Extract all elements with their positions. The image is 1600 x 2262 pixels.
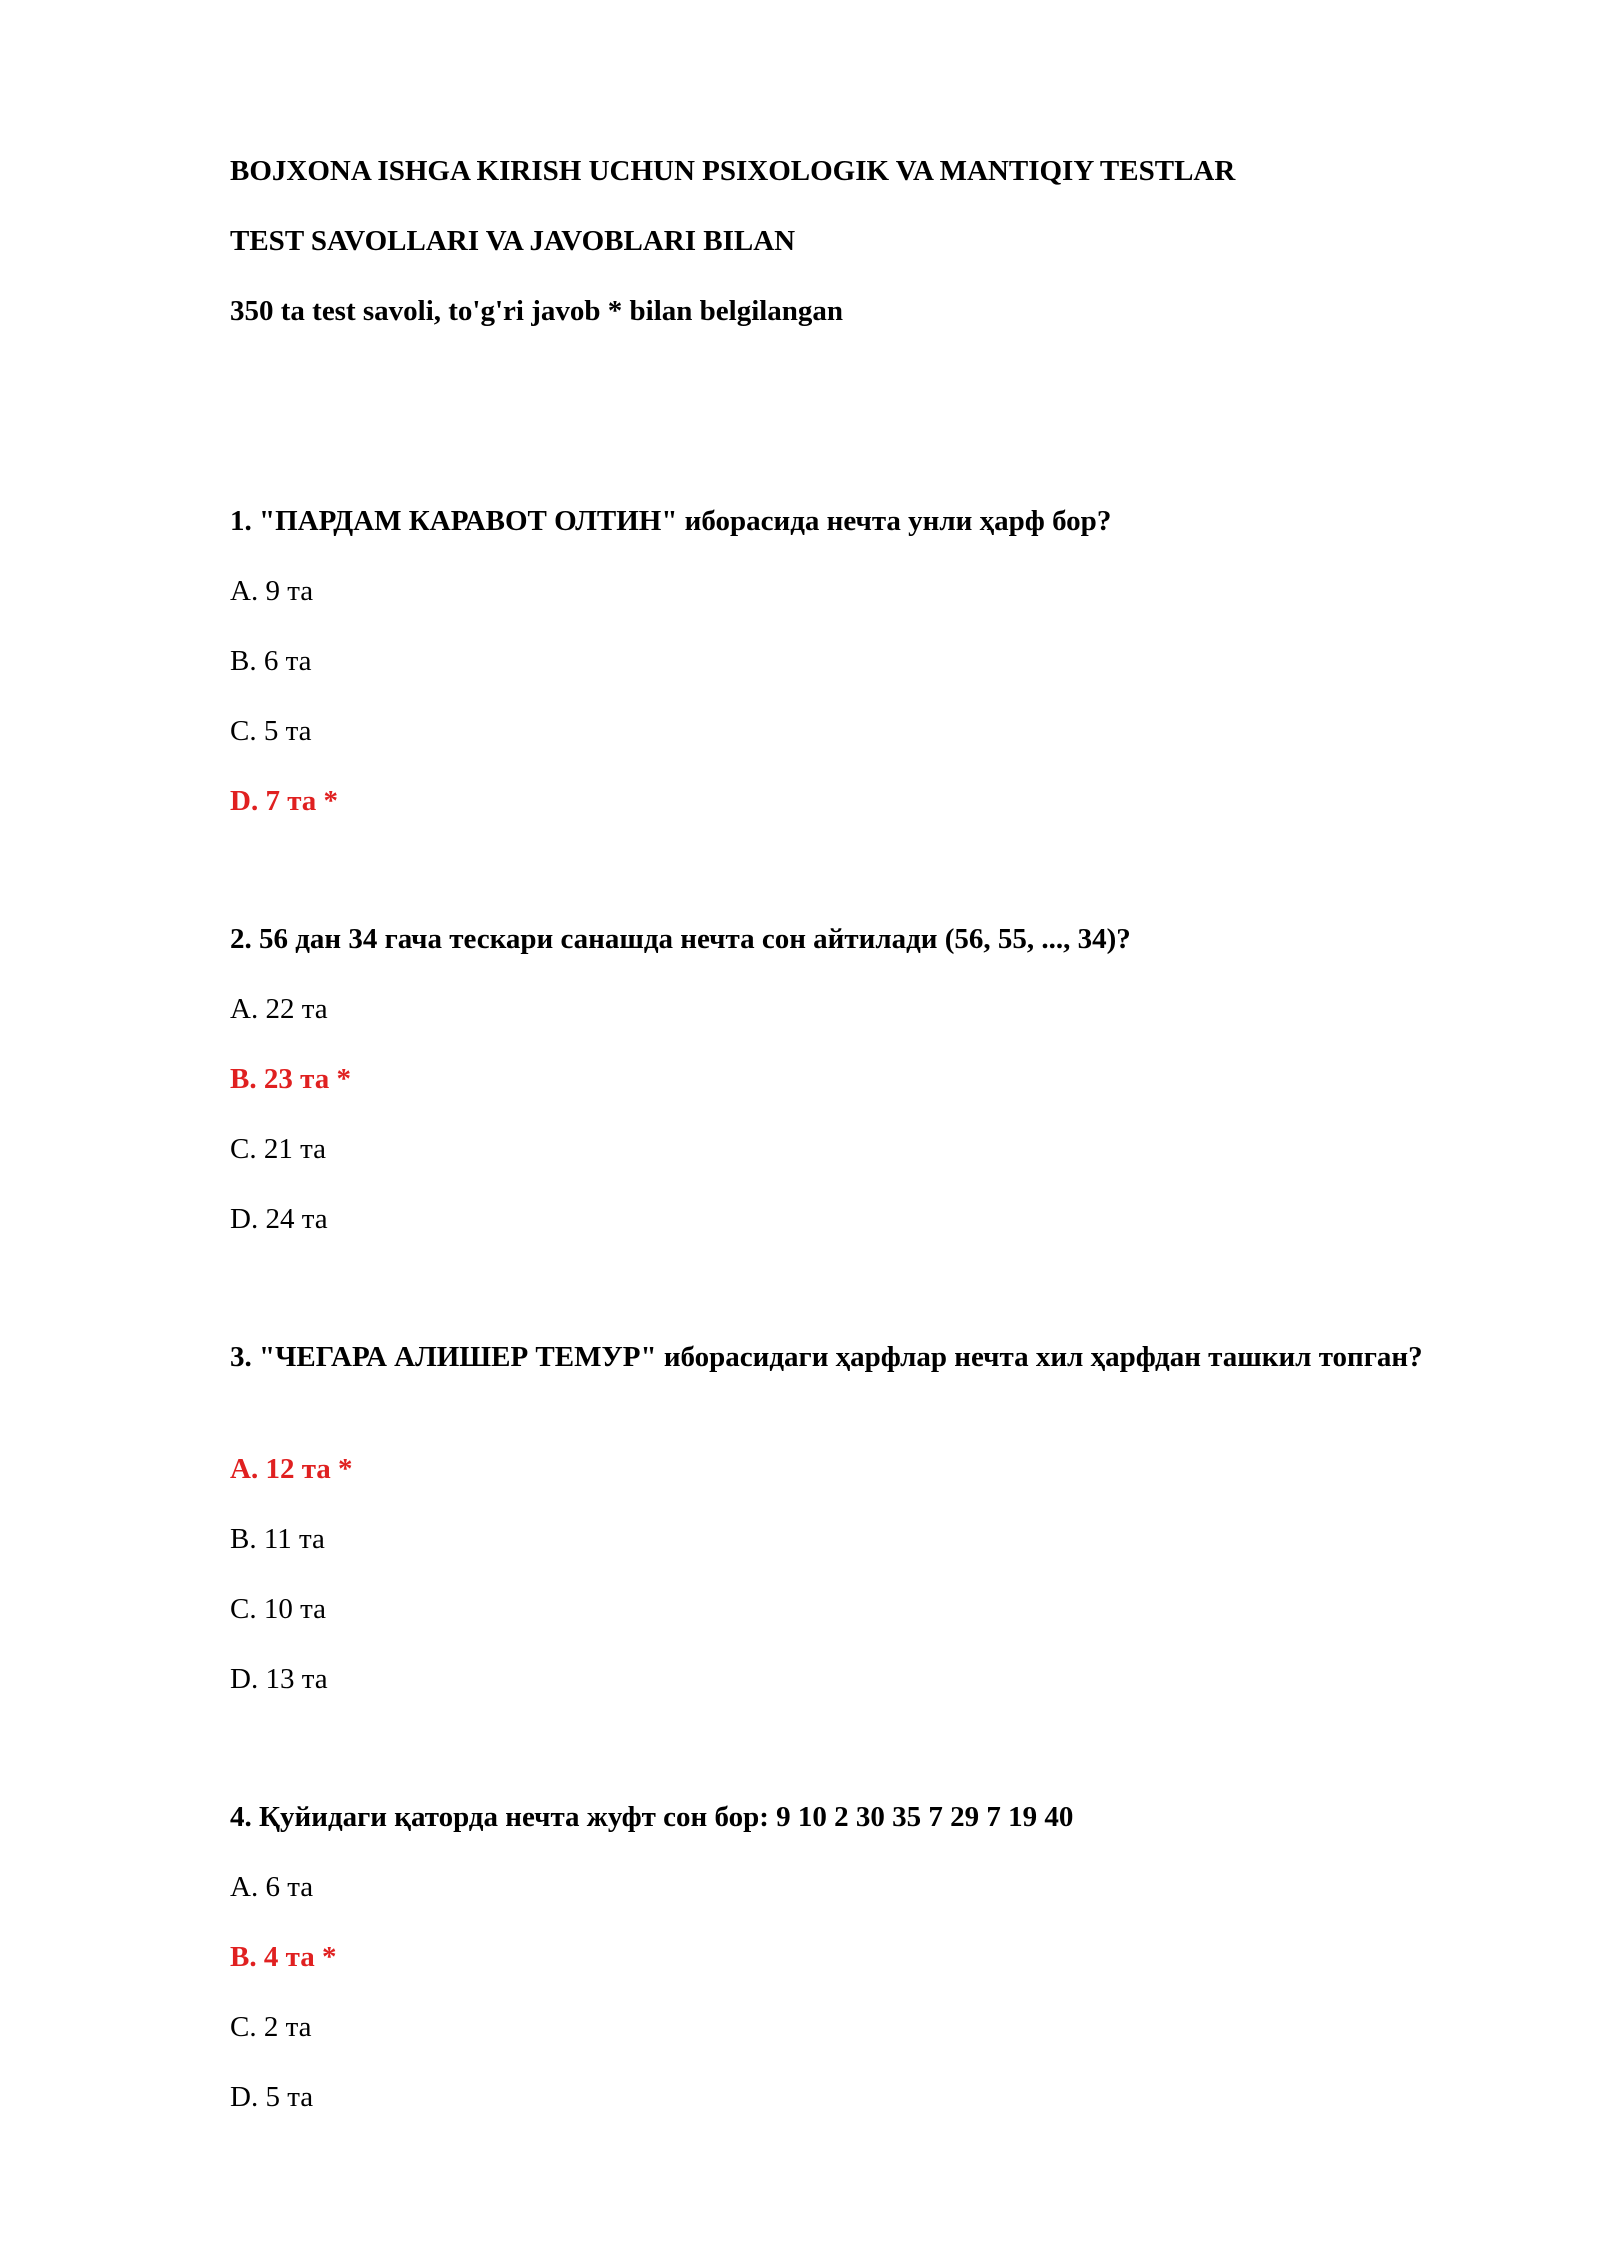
question-4-option-d: D. 5 та xyxy=(230,2081,314,2113)
question-4-text: 4. Қуйидаги қаторда нечта жуфт сон бор: 9 10 2 30 35 7 29 7 19 40 xyxy=(230,1801,1074,1833)
question-2-option-c: C. 21 та xyxy=(230,1133,326,1165)
question-1-option-d-correct: D. 7 та * xyxy=(230,785,339,817)
question-2-option-b-correct: B. 23 та * xyxy=(230,1063,351,1095)
question-3-option-d: D. 13 та xyxy=(230,1663,328,1695)
document-title-line-1: BOJXONA ISHGA KIRISH UCHUN PSIXOLOGIK VA MANTIQIY TESTLAR xyxy=(230,155,1236,187)
document-subtitle: 350 ta test savoli, to'g'ri javob * bilan belgilangan xyxy=(230,295,844,327)
question-2-option-a: A. 22 та xyxy=(230,993,328,1025)
question-3-option-a-correct: A. 12 та * xyxy=(230,1453,353,1485)
question-1-text: 1. "ПАРДАМ КАРАВОТ ОЛТИН" иборасида нечта унли ҳарф бор? xyxy=(230,505,1112,537)
question-1-option-b: B. 6 та xyxy=(230,645,312,677)
question-3-option-b: B. 11 та xyxy=(230,1523,325,1555)
question-3-option-c: C. 10 та xyxy=(230,1593,326,1625)
question-2-text: 2. 56 дан 34 гача тескари санашда нечта сон айтилади (56, 55, ..., 34)? xyxy=(230,923,1131,955)
document-title-line-2: TEST SAVOLLARI VA JAVOBLARI BILAN xyxy=(230,225,796,257)
question-4-option-a: A. 6 та xyxy=(230,1871,314,1903)
question-2-option-d: D. 24 та xyxy=(230,1203,328,1235)
question-1-option-c: C. 5 та xyxy=(230,715,312,747)
question-4-option-b-correct: B. 4 та * xyxy=(230,1941,337,1973)
question-3-text: 3. "ЧЕГАРА АЛИШЕР ТЕМУР" иборасидаги ҳарфлар нечта хил ҳарфдан ташкил топган? xyxy=(230,1341,1423,1373)
question-4-option-c: C. 2 та xyxy=(230,2011,312,2043)
question-1-option-a: A. 9 та xyxy=(230,575,314,607)
